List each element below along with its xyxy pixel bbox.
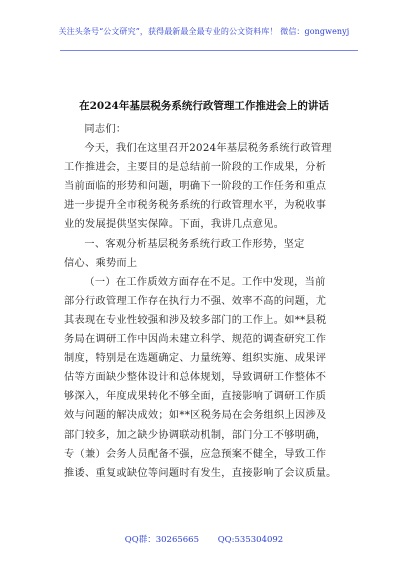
header-promo-note: 关注头条号“公文研究”，获得最新最全最专业的公文资料库！ 微信：gongwenyj — [58, 27, 350, 36]
salutation: 同志们： — [84, 124, 127, 135]
paragraph-intro: 今天，我们在这里召开2024年基层税务系统行政管理 工作推进会，主要目的是总结前一阶段的工作成果，分析 当前面临的形势和问题，明确下一阶段的工作任务和重点 进一步提升全市税务税务系统的行政管理水平，为税收事 业的发展提供坚实保障。下面，我讲几点意见。 — [64, 143, 332, 231]
header-divider — [60, 50, 358, 51]
footer-qq-group: QQ群：30265665 — [124, 535, 199, 545]
footer-contact — [0, 533, 408, 545]
section-heading-1: 一、客观分析基层税务系统行政工作形势，坚定 信心、乘势而上 — [64, 238, 305, 269]
document-body — [64, 120, 347, 483]
footer-qq-number: QQ:535304092 — [217, 535, 284, 545]
document-title: 在2024年基层税务系统行政管理工作推进会上的讲话 — [79, 100, 329, 112]
paragraph-1-1: （一）在工作质效方面存在不足。工作中发现，当前 部分行政管理工作存在执行力不强、效率不高的问题，尤 其表现在专业性较强和涉及较多部门的工作上。如**县税 务局在调研工作中因尚未建立科学、规范的调查研究工作 制度，特别是在选题确定、力量统筹、组织实施、成果评 估等方面缺少整体设计和总体规划，导致调研工作整体不 够深入，年度成果转化不够全面，直接影响了调研工作质 效与问题的解决成效；如**区税务局在会务组织上因涉及 部门较多，加之缺少协调联动机制，部门分工不够明确， 专（兼）会务人员配备不强，应急预案不健全，导致工作 推诿、重复或缺位等问题时有发生，直接影响了会议质量。 — [64, 276, 337, 479]
